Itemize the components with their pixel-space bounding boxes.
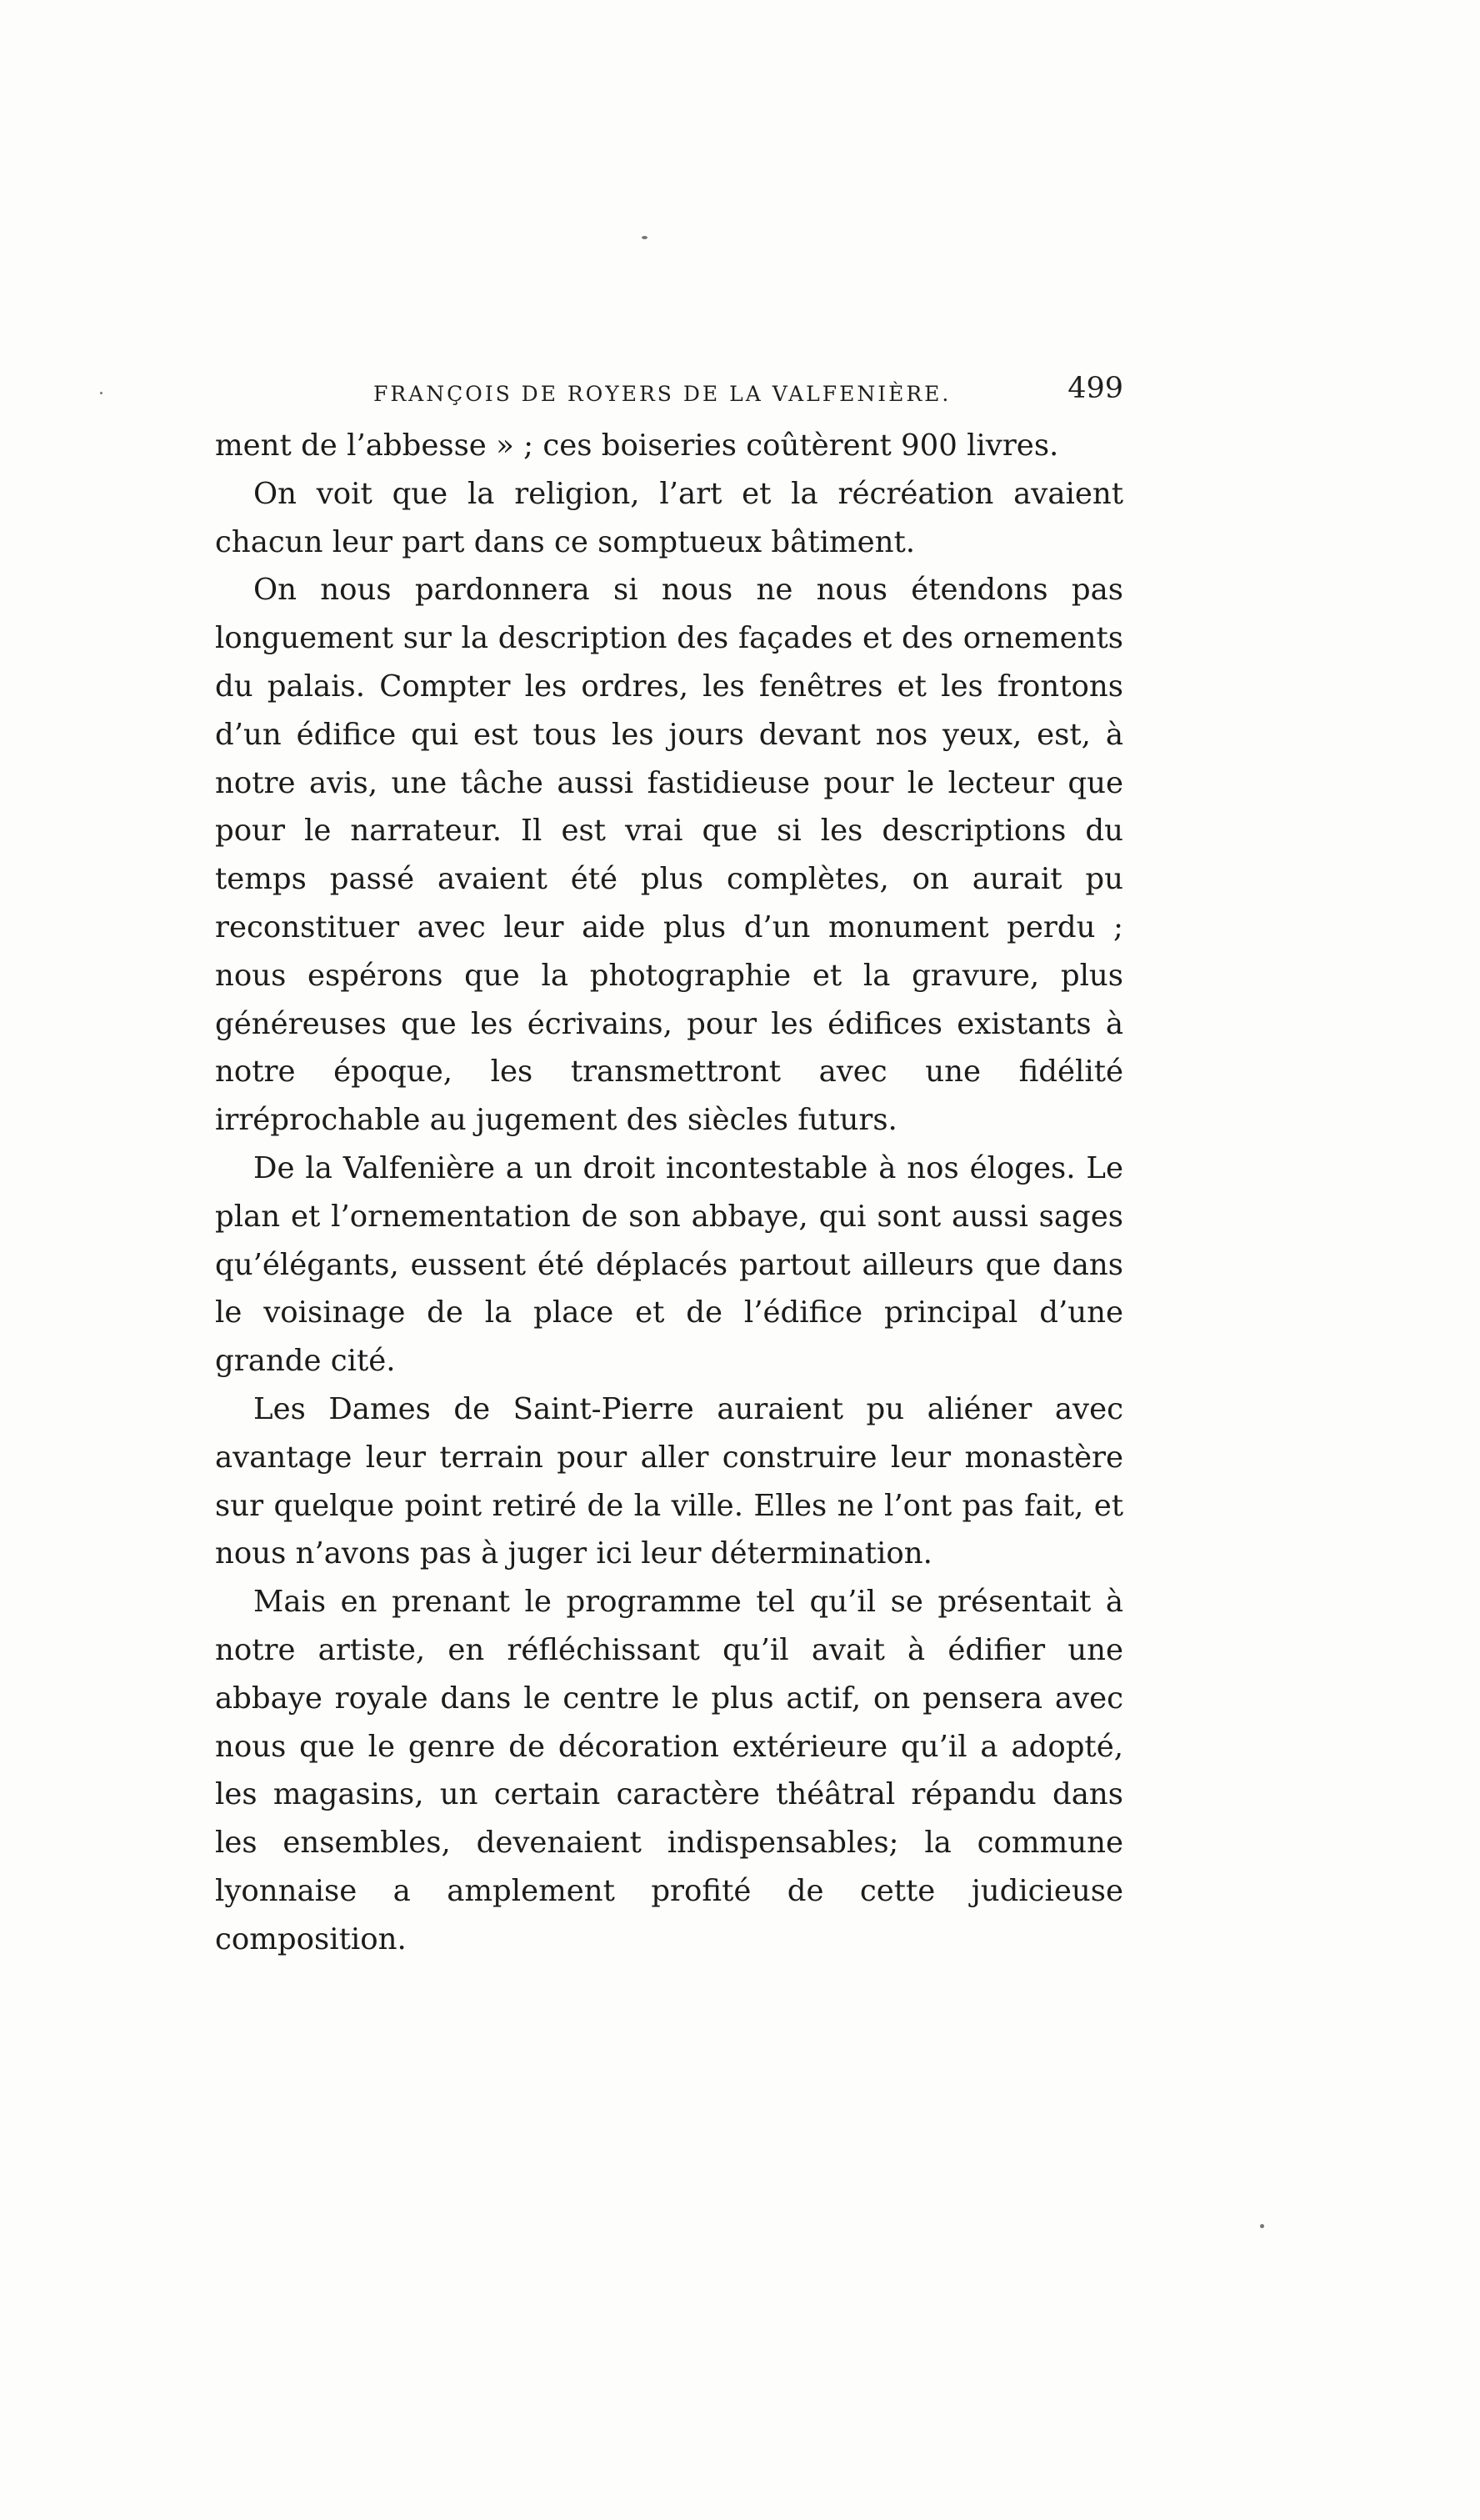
ink-speck	[100, 392, 102, 394]
page-number: 499	[1068, 372, 1123, 405]
ink-speck	[642, 236, 648, 239]
paragraph: On voit que la religion, l’art et la récréation avaient chacun leur part dans ce somptueux bâtiment.	[215, 476, 1123, 559]
running-header	[215, 372, 1123, 413]
paragraph: ment de l’abbesse » ; ces boiseries coûtèrent 900 livres.	[215, 428, 1059, 463]
running-title: FRANÇOIS DE ROYERS DE LA VALFENIÈRE.	[373, 382, 952, 406]
paragraph: On nous pardonnera si nous ne nous étendons pas longuement sur la description des façades et des ornements du palais. Compter les ordres, les fenêtres et les frontons d’un édifice qui est tous les jours devant nos yeux, est, à notre avis, une tâche aussi fastidieuse pour le lecteur que pour le narrateur. Il est vrai que si les descriptions du temps passé avaient été plus complètes, on aurait pu reconstituer avec leur aide plus d’un monument perdu ; nous espérons que la photographie et la gravure, plus généreuses que les écrivains, pour les édifices existants à notre époque, les transmettront avec une fidélité irréprochable au jugement des siècles futurs.	[215, 573, 1123, 1138]
paragraph: De la Valfenière a un droit incontestable à nos éloges. Le plan et l’ornementation de son abbaye, qui sont aussi sages qu’élégants, eussent été déplacés partout ailleurs que dans le voisinage de la place et de l’édifice principal d’une grande cité.	[215, 1150, 1123, 1379]
paragraph: Mais en prenant le programme tel qu’il se présentait à notre artiste, en réfléchissant qu’il avait à édifier une abbaye royale dans le centre le plus actif, on pensera avec nous que le genre de décoration extérieure qu’il a adopté, les magasins, un certain caractère théâtral répandu dans les ensembles, devenaient indispensables; la commune lyonnaise a amplement profité de cette judicieuse composition.	[215, 1585, 1123, 1956]
ink-speck	[1260, 2224, 1264, 2228]
body-text	[215, 422, 1123, 1964]
paragraph: Les Dames de Saint-Pierre auraient pu aliéner avec avantage leur terrain pour aller construire leur monastère sur quelque point retiré de la ville. Elles ne l’ont pas fait, et nous n’avons pas à juger ici leur détermination.	[215, 1391, 1123, 1571]
